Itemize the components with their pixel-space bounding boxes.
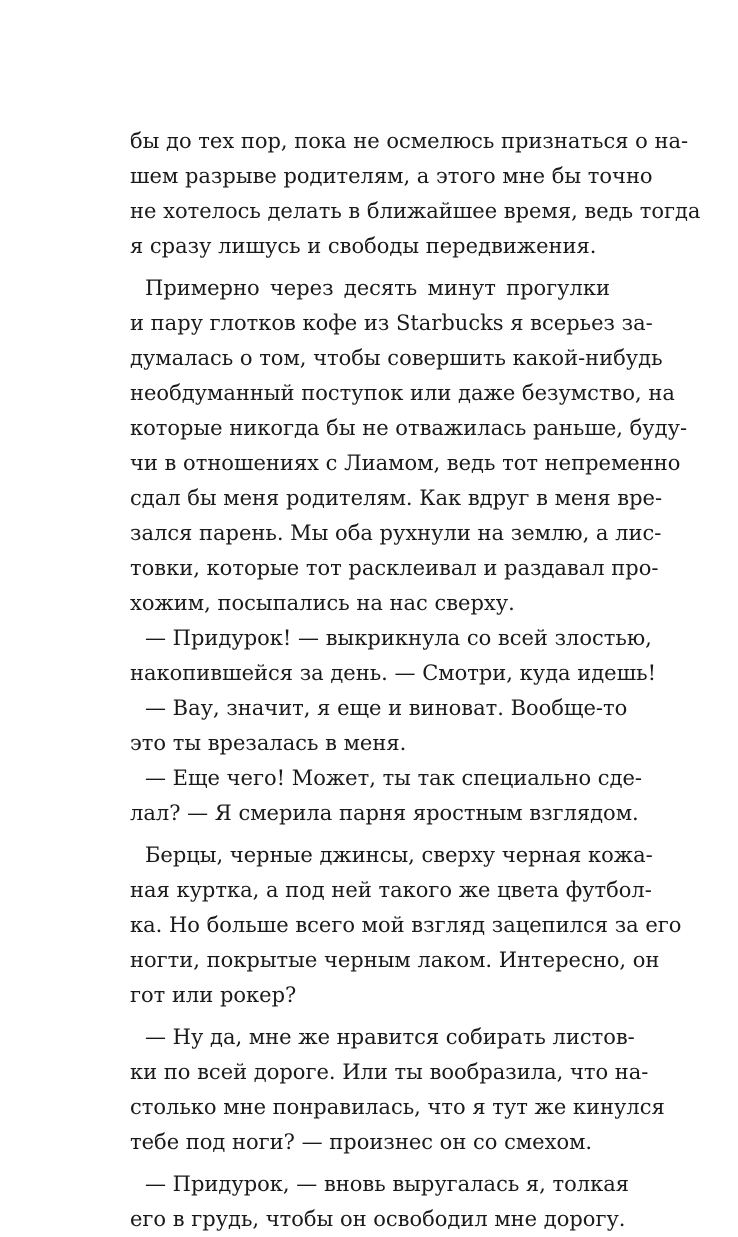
text-line: и пару глотков кофе из Starbucks я всерьез за- xyxy=(130,311,653,335)
text-line: — Вау, значит, я еще и виноват. Вообще-то xyxy=(145,696,628,720)
text-line: — Придурок! — выкрикнула со всей злостью, xyxy=(145,626,652,650)
text-line: накопившейся за день. — Смотри, куда идешь! xyxy=(130,661,657,685)
paragraph xyxy=(130,1020,665,1160)
text-line: товки, которые тот расклеивал и раздавал про- xyxy=(130,556,659,580)
text-line: не хотелось делать в ближайшее время, ведь тогда xyxy=(130,199,701,223)
body-text xyxy=(130,124,701,1237)
text-line: хожим, посыпались на нас сверху. xyxy=(130,591,515,615)
text-line: гот или рокер? xyxy=(130,983,297,1007)
text-line: бы до тех пор, пока не осмелюсь признаться о на- xyxy=(130,129,689,153)
text-line: — Еще чего! Может, ты так специально сде- xyxy=(145,766,643,790)
text-line: столько мне понравилась, что я тут же кинулся xyxy=(130,1095,665,1119)
text-line: его в грудь, чтобы он освободил мне дорогу. xyxy=(130,1207,626,1231)
text-line: зался парень. Мы оба рухнули на землю, а лис- xyxy=(130,521,662,545)
text-line: — Ну да, мне же нравится собирать листов- xyxy=(145,1025,635,1049)
text-line: ная куртка, а под ней такого же цвета футбол- xyxy=(130,878,652,902)
text-line: необдуманный поступок или даже безумство, на xyxy=(130,381,675,405)
text-line: это ты врезалась в меня. xyxy=(130,731,407,755)
paragraph xyxy=(130,621,657,691)
text-line: шем разрыве родителям, а этого мне бы точно xyxy=(130,164,653,188)
text-line: ки по всей дороге. Или ты вообразила, что на- xyxy=(130,1060,649,1084)
text-line: Берцы, черные джинсы, сверху черная кожа- xyxy=(145,843,653,867)
text-line: Примерно через десять минут прогулки xyxy=(145,276,610,300)
text-line: сдал бы меня родителям. Как вдруг в меня вре- xyxy=(130,486,663,510)
paragraph xyxy=(130,838,682,1013)
paragraph xyxy=(130,691,628,761)
text-line: которые никогда бы не отважилась раньше, буду- xyxy=(130,416,688,440)
text-line: ка. Но больше всего мой взгляд зацепился за его xyxy=(130,913,682,937)
text-line: лал? — Я смерила парня яростным взглядом. xyxy=(130,801,639,825)
paragraph xyxy=(130,124,701,264)
text-line: ногти, покрытые черным лаком. Интересно, он xyxy=(130,948,660,972)
text-line: я сразу лишусь и свободы передвижения. xyxy=(130,234,597,258)
paragraph xyxy=(130,1167,630,1237)
paragraph xyxy=(130,761,643,831)
paragraph xyxy=(130,271,688,621)
text-line: думалась о том, чтобы совершить какой-нибудь xyxy=(130,346,663,370)
text-line: тебе под ноги? — произнес он со смехом. xyxy=(130,1130,593,1154)
text-line: чи в отношениях с Лиамом, ведь тот непременно xyxy=(130,451,681,475)
text-line: — Придурок, — вновь выругалась я, толкая xyxy=(145,1172,630,1196)
